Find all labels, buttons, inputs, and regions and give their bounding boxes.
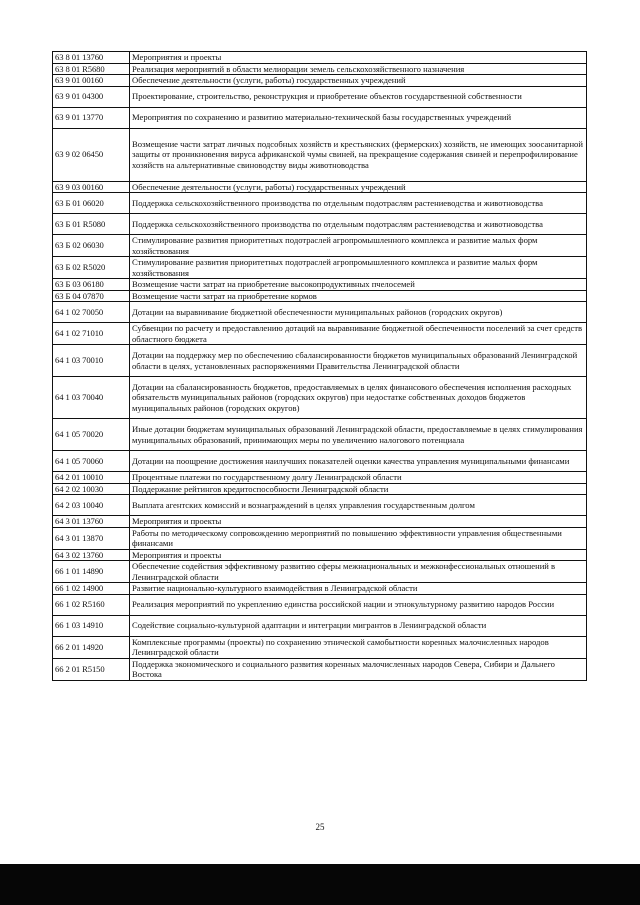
table-row <box>53 451 587 472</box>
row-code: 63 Б 01 06020 <box>53 193 130 214</box>
row-description: Стимулирование развития приоритетных подотраслей агропромышленного комплекса и развитие малых форм хозяйствования <box>130 235 587 257</box>
table-row <box>53 181 587 193</box>
row-description: Проектирование, строительство, реконструкция и приобретение объектов государственной собственности <box>130 86 587 107</box>
row-code: 66 1 01 14890 <box>53 561 130 583</box>
row-description: Возмещение части затрат на приобретение кормов <box>130 290 587 302</box>
row-code: 63 9 01 04300 <box>53 86 130 107</box>
row-code: 63 Б 03 06180 <box>53 279 130 291</box>
row-description: Работы по методическому сопровождению мероприятий по повышению эффективности управления общественными финансами <box>130 527 587 549</box>
table-row <box>53 345 587 377</box>
row-code: 64 1 02 71010 <box>53 323 130 345</box>
row-code: 66 2 01 14920 <box>53 636 130 658</box>
row-description: Обеспечение деятельности (услуги, работы) государственных учреждений <box>130 75 587 87</box>
row-code: 63 9 01 00160 <box>53 75 130 87</box>
row-code: 64 3 01 13760 <box>53 516 130 528</box>
row-description: Реализация мероприятий по укреплению единства российской нации и этнокультурному развитию народов России <box>130 594 587 615</box>
row-code: 64 1 03 70010 <box>53 345 130 377</box>
table-row <box>53 52 587 64</box>
table-row <box>53 583 587 595</box>
table-row <box>53 615 587 636</box>
row-code: 63 9 03 00160 <box>53 181 130 193</box>
table-row <box>53 419 587 451</box>
table-row <box>53 516 587 528</box>
row-code: 66 1 02 14900 <box>53 583 130 595</box>
scan-bottom-border <box>0 864 640 905</box>
row-code: 63 Б 02 R5020 <box>53 257 130 279</box>
table-row <box>53 257 587 279</box>
row-code: 64 3 02 13760 <box>53 549 130 561</box>
row-description: Дотации на выравнивание бюджетной обеспеченности муниципальных районов (городских округов) <box>130 302 587 323</box>
table-row <box>53 279 587 291</box>
table-row <box>53 235 587 257</box>
row-description: Поддержание рейтингов кредитоспособности Ленинградской области <box>130 483 587 495</box>
row-description: Обеспечение содействия эффективному развитию сферы межнациональных и межконфессиональных отношений в Ленинградской области <box>130 561 587 583</box>
table-row <box>53 107 587 128</box>
table-row <box>53 323 587 345</box>
table-row <box>53 527 587 549</box>
row-description: Субвенции по расчету и предоставлению дотаций на выравнивание бюджетной обеспеченности поселений за счет средств областного бюджета <box>130 323 587 345</box>
row-code: 64 2 03 10040 <box>53 495 130 516</box>
table-row <box>53 193 587 214</box>
row-description: Мероприятия и проекты <box>130 549 587 561</box>
table-row <box>53 302 587 323</box>
row-code: 63 Б 02 06030 <box>53 235 130 257</box>
row-code: 66 1 02 R5160 <box>53 594 130 615</box>
row-description: Мероприятия и проекты <box>130 52 587 64</box>
row-description: Обеспечение деятельности (услуги, работы) государственных учреждений <box>130 181 587 193</box>
row-description: Мероприятия по сохранению и развитию материально-технической базы государственных учреждений <box>130 107 587 128</box>
row-description: Стимулирование развития приоритетных подотраслей агропромышленного комплекса и развитие малых форм хозяйствования <box>130 257 587 279</box>
row-description: Комплексные программы (проекты) по сохранению этнической самобытности коренных малочисленных народов Ленинградской области <box>130 636 587 658</box>
table-row <box>53 63 587 75</box>
row-description: Дотации на сбалансированность бюджетов, предоставляемых в целях финансового обеспечения исполнения расходных обязательств муниципальных районов (городских округов) при недостатке собственных доходов бюджетов муниципальных районов (городских округов) <box>130 377 587 419</box>
row-description: Иные дотации бюджетам муниципальных образований Ленинградской области, предоставляемые в целях стимулирования муниципальных образований, принимающих меры по увеличению налогового потенциала <box>130 419 587 451</box>
row-description: Реализация мероприятий в области мелиорации земель сельскохозяйственного назначения <box>130 63 587 75</box>
row-description: Поддержка сельскохозяйственного производства по отдельным подотраслям растениеводства и животноводства <box>130 214 587 235</box>
table-row <box>53 86 587 107</box>
row-description: Выплата агентских комиссий и вознаграждений в целях управления государственным долгом <box>130 495 587 516</box>
row-description: Возмещение части затрат на приобретение высокопродуктивных пчелосемей <box>130 279 587 291</box>
row-description: Развитие национально-культурного взаимодействия в Ленинградской области <box>130 583 587 595</box>
row-code: 63 Б 01 R5080 <box>53 214 130 235</box>
table-row <box>53 128 587 181</box>
row-code: 64 1 02 70050 <box>53 302 130 323</box>
table-row <box>53 658 587 680</box>
budget-codes-table <box>52 51 587 681</box>
row-code: 63 Б 04 07870 <box>53 290 130 302</box>
row-description: Возмещение части затрат личных подсобных хозяйств и крестьянских (фермерских) хозяйств, не имеющих зоосанитарной защиты от проникновения вируса африканской чумы свиней, на прекращение содержания свиней и перепрофилирование хозяйств на альтернативные свиноводству виды животноводства <box>130 128 587 181</box>
table-body <box>53 52 587 681</box>
table-row <box>53 636 587 658</box>
row-description: Процентные платежи по государственному долгу Ленинградской области <box>130 472 587 484</box>
row-description: Поддержка экономического и социального развития коренных малочисленных народов Севера, Сибири и Дальнего Востока <box>130 658 587 680</box>
row-code: 64 1 03 70040 <box>53 377 130 419</box>
row-code: 63 9 01 13770 <box>53 107 130 128</box>
row-description: Поддержка сельскохозяйственного производства по отдельным подотраслям растениеводства и животноводства <box>130 193 587 214</box>
row-code: 63 8 01 R5680 <box>53 63 130 75</box>
row-code: 64 1 05 70020 <box>53 419 130 451</box>
table-row <box>53 214 587 235</box>
table-row <box>53 483 587 495</box>
row-code: 64 3 01 13870 <box>53 527 130 549</box>
table-row <box>53 594 587 615</box>
row-code: 66 1 03 14910 <box>53 615 130 636</box>
page-number: 25 <box>315 822 325 832</box>
row-code: 66 2 01 R5150 <box>53 658 130 680</box>
row-code: 64 2 01 10010 <box>53 472 130 484</box>
row-code: 63 8 01 13760 <box>53 52 130 64</box>
row-description: Дотации на поощрение достижения наилучших показателей оценки качества управления муниципальными финансами <box>130 451 587 472</box>
table-row <box>53 377 587 419</box>
row-description: Содействие социально-культурной адаптации и интеграции мигрантов в Ленинградской области <box>130 615 587 636</box>
table-row <box>53 495 587 516</box>
row-description: Дотации на поддержку мер по обеспечению сбалансированности бюджетов муниципальных образований Ленинградской области в целях, установленных распоряжениями Правительства Ленинградской области <box>130 345 587 377</box>
row-code: 64 1 05 70060 <box>53 451 130 472</box>
row-code: 63 9 02 06450 <box>53 128 130 181</box>
table-row <box>53 75 587 87</box>
table-row <box>53 290 587 302</box>
row-description: Мероприятия и проекты <box>130 516 587 528</box>
table-row <box>53 472 587 484</box>
row-code: 64 2 02 10030 <box>53 483 130 495</box>
table-row <box>53 561 587 583</box>
table-row <box>53 549 587 561</box>
